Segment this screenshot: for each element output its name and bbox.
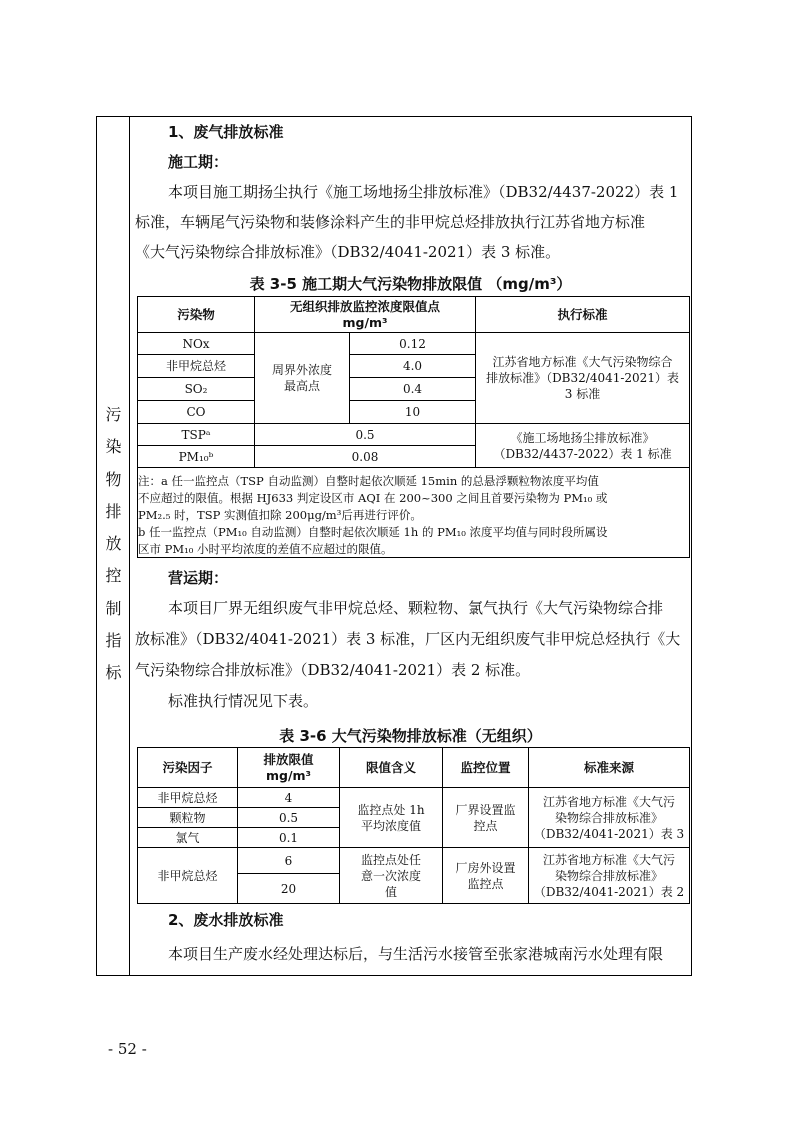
pollutant-name: PM₁₀ᵇ [138, 446, 255, 468]
operation-line: 本项目厂界无组织废气非甲烷总烃、颗粒物、氯气执行《大气污染物综合排 [168, 599, 664, 617]
section-2-title: 2、废水排放标准 [168, 911, 284, 929]
header-meaning: 限值含义 [340, 748, 443, 788]
table-3-5-caption: 表 3-5 施工期大气污染物排放限值 （mg/m³） [249, 275, 572, 293]
pollutant-name: TSPᵃ [138, 424, 255, 446]
section-1-title: 1、废气排放标准 [168, 123, 284, 141]
note-line: PM₂.₅ 时，TSP 实测值扣除 200μg/m³后再进行评价。 [138, 508, 422, 522]
side-char: 制 [105, 599, 122, 618]
limit-value: 10 [350, 401, 476, 424]
content-frame [96, 116, 692, 976]
side-char: 染 [105, 437, 122, 456]
header-limit: 无组织排放监控浓度限值点 mg/m³ [255, 297, 476, 333]
limit-meaning: 监控点处任 意一次浓度 值 [340, 848, 443, 904]
note-line: 注：a 任一监控点（TSP 自动监测）自整时起依次顺延 15min 的总悬浮颗粒物浓度平均值 [138, 474, 599, 488]
side-char: 控 [105, 566, 122, 585]
limit-value: 20 [238, 874, 340, 904]
section-2-line: 本项目生产废水经处理达标后，与生活污水接管至张家港城南污水处理有限 [168, 945, 664, 963]
construction-line: 本项目施工期扬尘执行《施工场地扬尘排放标准》（DB32/4437-2022）表 1 [168, 183, 679, 201]
standard-cell: 江苏省地方标准《大气污染物综合 排放标准》（DB32/4041-2021）表 3 标准 [476, 333, 690, 424]
pollutant-name: 非甲烷总烃 [138, 355, 255, 378]
standard-source: 江苏省地方标准《大气污 染物综合排放标准》 （DB32/4041-2021）表 3 [529, 788, 690, 848]
table-3-6-caption: 表 3-6 大气污染物排放标准（无组织） [279, 727, 542, 745]
table-note-text [138, 473, 683, 558]
content-area [130, 117, 691, 975]
header-source: 标准来源 [529, 748, 690, 788]
limit-value: 0.5 [238, 808, 340, 828]
pollutant-name: SO₂ [138, 378, 255, 401]
construction-title: 施工期： [168, 153, 229, 171]
header-pollutant: 污染物 [138, 297, 255, 333]
table-3-6 [137, 747, 690, 904]
factor-name: 氯气 [138, 828, 238, 848]
limit-value: 4.0 [350, 355, 476, 378]
note-line: b 任一监控点（PM₁₀ 自动监测）自整时起依次顺延 1h 的 PM₁₀ 浓度平均值与同时段所属设 [138, 525, 608, 539]
limit-value: 4 [238, 788, 340, 808]
pollutant-name: NOx [138, 333, 255, 355]
limit-value: 0.5 [255, 424, 476, 446]
operation-line: 放标准》（DB32/4041-2021）表 3 标准，厂区内无组织废气非甲烷总烃执行《大 [135, 630, 681, 648]
limit-value: 0.1 [238, 828, 340, 848]
limit-value: 0.4 [350, 378, 476, 401]
side-char: 标 [105, 663, 122, 682]
pollutant-name: CO [138, 401, 255, 424]
note-line: 区市 PM₁₀ 小时平均浓度的差值不应超过的限值。 [138, 542, 393, 556]
header-standard: 执行标准 [476, 297, 690, 333]
side-char: 指 [105, 631, 122, 650]
header-limit: 排放限值 mg/m³ [238, 748, 340, 788]
note-line: 不应超过的限值。根据 HJ633 判定设区市 AQI 在 200~300 之间且首要污染物为 PM₁₀ 或 [138, 491, 608, 505]
limit-value: 6 [238, 848, 340, 874]
operation-line: 气污染物综合排放标准》（DB32/4041-2021）表 2 标准。 [135, 661, 531, 679]
side-char: 排 [105, 502, 122, 521]
monitor-point: 周界外浓度 最高点 [255, 333, 350, 424]
header-factor: 污染因子 [138, 748, 238, 788]
factor-name: 非甲烷总烃 [138, 788, 238, 808]
side-char: 污 [105, 405, 122, 424]
header-location: 监控位置 [443, 748, 529, 788]
side-char: 物 [105, 470, 122, 489]
limit-value: 0.08 [255, 446, 476, 468]
monitor-location: 厂房外设置 监控点 [443, 848, 529, 904]
limit-meaning: 监控点处 1h 平均浓度值 [340, 788, 443, 848]
side-char: 放 [105, 534, 122, 553]
standard-source: 江苏省地方标准《大气污 染物综合排放标准》 （DB32/4041-2021）表 2 [529, 848, 690, 904]
construction-line: 《大气污染物综合排放标准》（DB32/4041-2021）表 3 标准。 [135, 243, 561, 261]
limit-value: 0.12 [350, 333, 476, 355]
factor-name: 颗粒物 [138, 808, 238, 828]
page-number: - 52 - [108, 1040, 147, 1058]
operation-title: 营运期： [168, 569, 229, 587]
side-category-column [97, 117, 130, 975]
construction-line: 标准，车辆尾气污染物和装修涂料产生的非甲烷总烃排放执行江苏省地方标准 [135, 213, 646, 231]
standard-cell: 《施工场地扬尘排放标准》 （DB32/4437-2022）表 1 标准 [476, 424, 690, 468]
operation-tail: 标准执行情况见下表。 [168, 692, 319, 710]
monitor-location: 厂界设置监 控点 [443, 788, 529, 848]
factor-name: 非甲烷总烃 [138, 848, 238, 904]
